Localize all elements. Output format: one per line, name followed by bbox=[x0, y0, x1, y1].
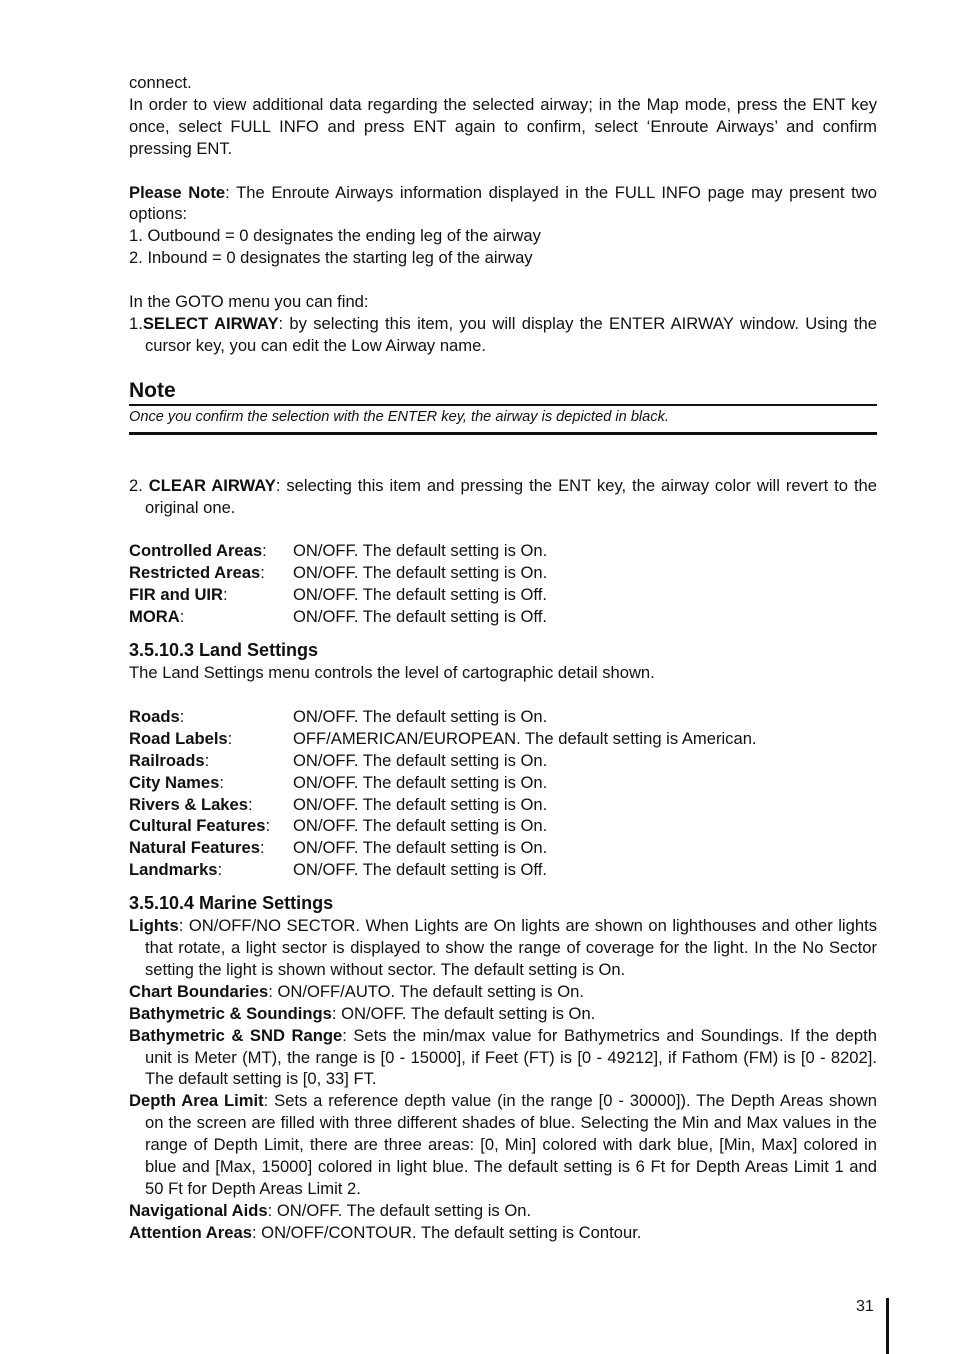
setting-value: ON/OFF. The default setting is Off. bbox=[293, 607, 547, 627]
land-settings-heading: 3.5.10.3 Land Settings bbox=[129, 640, 319, 661]
setting-term: Cultural Features: bbox=[129, 816, 271, 836]
clear-airway-number: 2. bbox=[129, 475, 149, 495]
setting-value: ON/OFF. The default setting is On. bbox=[293, 541, 548, 561]
select-airway-text: : by selecting this item, you will display the ENTER AIRWAY window. Using the cursor key, you can edit the Low Airway name. bbox=[145, 313, 877, 355]
clear-airway-label: CLEAR AIRWAY bbox=[148, 475, 276, 495]
setting-term: City Names: bbox=[129, 772, 225, 792]
marine-setting-item: Depth Area Limit: Sets a reference depth value (in the range [0 - 30000]). The Depth Areas shown on the screen are filled with three different shades of blue. Selecting the Min and Max values in the range of Depth Limit, there are three areas: [0, Min] colored with dark blue, [Min, Max] colored in blue and [Max, 15000] colored in light blue. The default setting is 6 Ft for Depth Areas Limit 1 and 50 Ft for Depth Areas Limit 2. bbox=[129, 1091, 878, 1198]
setting-term: Road Labels: bbox=[129, 728, 233, 748]
setting-term: MORA: bbox=[129, 607, 185, 627]
page-number: 31 bbox=[856, 1298, 874, 1315]
setting-term: Controlled Areas: bbox=[129, 541, 267, 561]
option-inbound: 2. Inbound = 0 designates the starting leg of the airway bbox=[129, 248, 533, 268]
setting-value: OFF/AMERICAN/EUROPEAN. The default setting is American. bbox=[293, 728, 757, 748]
setting-term: Restricted Areas: bbox=[129, 563, 265, 583]
select-airway-item bbox=[129, 313, 877, 357]
setting-value: ON/OFF. The default setting is On. bbox=[293, 794, 548, 814]
marine-setting-item: Chart Boundaries: ON/OFF/AUTO. The default setting is On. bbox=[129, 981, 584, 1001]
airway-settings-list bbox=[129, 540, 877, 628]
full-info-paragraph: In order to view additional data regarding the selected airway; in the Map mode, press the ENT key once, select FULL INFO and press ENT again to confirm, select ‘Enroute Airways’ and confirm pressing ENT. bbox=[129, 94, 877, 158]
select-airway-label: SELECT AIRWAY bbox=[142, 313, 279, 333]
please-note-paragraph bbox=[129, 182, 877, 226]
please-note-text: : The Enroute Airways information displayed in the FULL INFO page may present two options: bbox=[129, 182, 877, 224]
setting-term: Rivers & Lakes: bbox=[129, 794, 253, 814]
setting-value: ON/OFF. The default setting is Off. bbox=[293, 860, 547, 880]
setting-value: ON/OFF. The default setting is On. bbox=[293, 772, 548, 792]
setting-value: ON/OFF. The default setting is On. bbox=[293, 563, 548, 583]
select-airway-number: 1. bbox=[129, 313, 143, 333]
marine-setting-item: Navigational Aids: ON/OFF. The default setting is On. bbox=[129, 1200, 532, 1220]
setting-value: ON/OFF. The default setting is On. bbox=[293, 750, 548, 770]
setting-value: ON/OFF. The default setting is Off. bbox=[293, 585, 547, 605]
setting-value: ON/OFF. The default setting is On. bbox=[293, 816, 548, 836]
setting-term: Natural Features: bbox=[129, 838, 265, 858]
continued-line: connect. bbox=[129, 73, 192, 92]
note-title: Note bbox=[129, 380, 877, 406]
land-settings-intro: The Land Settings menu controls the level of cartographic detail shown. bbox=[129, 663, 655, 683]
setting-value: ON/OFF. The default setting is On. bbox=[293, 706, 548, 726]
clear-airway-item bbox=[129, 475, 877, 519]
setting-term: Railroads: bbox=[129, 750, 210, 770]
setting-term: Roads: bbox=[129, 706, 185, 726]
please-note-label: Please Note bbox=[129, 182, 226, 202]
marine-setting-item: Lights: ON/OFF/NO SECTOR. When Lights are On lights are shown on lighthouses and other lights that rotate, a light sector is displayed to show the range of coverage for the light. In the No Sector setting the light is shown without sector. The default setting is On. bbox=[129, 916, 877, 979]
setting-term: FIR and UIR: bbox=[129, 585, 228, 605]
setting-term: Landmarks: bbox=[129, 860, 223, 880]
marine-setting-item: Attention Areas: ON/OFF/CONTOUR. The default setting is Contour. bbox=[129, 1222, 642, 1242]
marine-settings-heading: 3.5.10.4 Marine Settings bbox=[129, 893, 334, 914]
goto-intro: In the GOTO menu you can find: bbox=[129, 292, 369, 312]
setting-value: ON/OFF. The default setting is On. bbox=[293, 838, 548, 858]
manual-page bbox=[129, 72, 877, 1244]
option-outbound: 1. Outbound = 0 designates the ending leg of the airway bbox=[129, 226, 541, 246]
clear-airway-text: : selecting this item and pressing the ENT key, the airway color will revert to the original one. bbox=[145, 475, 878, 517]
land-settings-list bbox=[129, 706, 877, 881]
marine-setting-item: Bathymetric & SND Range: Sets the min/max value for Bathymetrics and Soundings. If the depth unit is Meter (MT), the range is [0 - 15000], if Feet (FT) is [0 - 49212], if Fathom (FM) is [0 - 8202]. The default setting is [0, 33] FT. bbox=[129, 1025, 877, 1089]
page-edge-bar bbox=[886, 1298, 889, 1354]
marine-setting-item: Bathymetric & Soundings: ON/OFF. The default setting is On. bbox=[129, 1003, 596, 1023]
note-body: Once you confirm the selection with the ENTER key, the airway is depicted in black. bbox=[129, 406, 877, 435]
